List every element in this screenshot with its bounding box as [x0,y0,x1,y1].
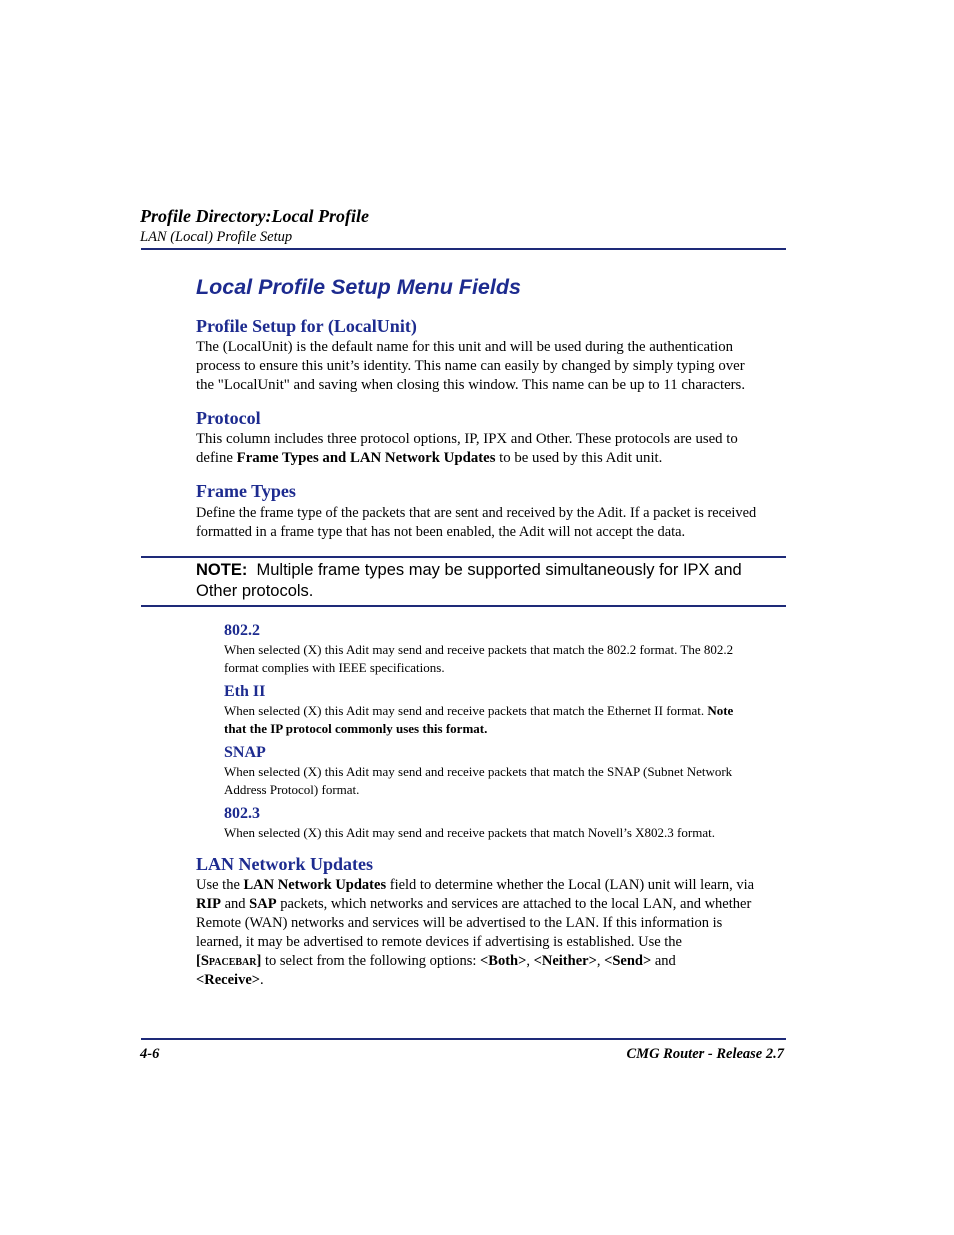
running-header-subtitle: LAN (Local) Profile Setup [140,229,293,245]
profile-setup-paragraph: The (LocalUnit) is the default name for this unit and will be used during the authentication process to ensure this unit’s identity. This name can easily by changed by simply typing over the "LocalUnit" and saving when closing this window. This name can be up to 11 characters. [196,339,746,393]
footer-doc-title: CMG Router - Release 2.7 [626,1046,784,1062]
footer-rule [141,1038,786,1040]
note-text-line1: Multiple frame types may be supported simultaneously for IPX and [256,561,742,579]
lan-network-updates-paragraph: Use the LAN Network Updates field to determine whether the Local (LAN) unit will learn, via RIP and SAP packets, which networks and services are attached to the local LAN, and whether Remote (WAN) networks and services will be advertised to the LAN. If this information is learned, it may be advertised to remote devices if advertising is established. Use the [Spacebar] to select from the following options: <Both>, <Neither>, <Send> and <Receive>. [196,877,755,988]
protocol-paragraph: This column includes three protocol options, IP, IPX and Other. These protocols are used to define Frame Types and LAN Network Updates to be used by this Adit unit. [196,431,738,466]
subheading-802-3: 802.3 [224,805,260,822]
paragraph-snap: When selected (X) this Adit may send and receive packets that match the SNAP (Subnet Network Address Protocol) format. [224,764,733,797]
note-label: NOTE: [196,561,248,579]
frame-types-heading: Frame Types [196,481,296,501]
subheading-snap: SNAP [224,744,266,761]
note-bottom-rule [141,605,786,607]
subheading-eth-ii: Eth II [224,683,266,700]
section-heading: Local Profile Setup Menu Fields [196,275,521,299]
note-box [196,560,786,602]
profile-setup-heading: Profile Setup for (LocalUnit) [196,316,417,336]
note-top-rule [141,556,786,558]
note-text-line2: Other protocols. [196,582,314,600]
lan-network-updates-heading: LAN Network Updates [196,854,373,874]
paragraph-802-3: When selected (X) this Adit may send and receive packets that match Novell’s X802.3 format. [224,825,715,840]
paragraph-802-2: When selected (X) this Adit may send and receive packets that match the 802.2 format. The 802.2 format complies with IEEE specifications. [224,642,734,675]
subheading-802-2: 802.2 [224,622,260,639]
protocol-heading: Protocol [196,408,261,428]
page-number: 4-6 [140,1046,160,1062]
running-header-title: Profile Directory:Local Profile [140,206,369,226]
paragraph-eth-ii: When selected (X) this Adit may send and receive packets that match the Ethernet II format. Note that the IP protocol commonly uses this format. [224,703,734,736]
header-rule [141,248,786,250]
spacebar-key: [Spacebar] [196,953,262,969]
frame-types-paragraph: Define the frame type of the packets that are sent and received by the Adit. If a packet is received formatted in a frame type that has not been enabled, the Adit will not accept the data. [196,505,757,540]
